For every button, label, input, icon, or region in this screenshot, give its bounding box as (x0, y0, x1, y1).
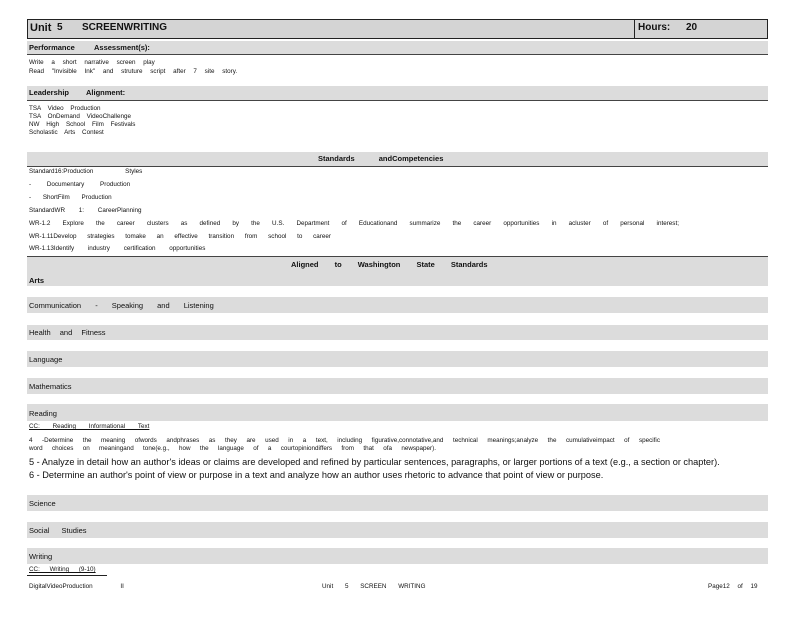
standards-title: Standards andCompetencies (318, 154, 444, 163)
leadership-line-2: TSA OnDemand VideoChallenge (29, 113, 131, 120)
leadership-label: Leadership (29, 88, 70, 97)
assessment-label: Assessment(s): (94, 43, 150, 52)
writing-label: Writing (29, 552, 53, 561)
reading-item-5: 5 - Analyze in detail how an author's ideas or claims are developed and refined by particular sentences, paragraphs, or larger portions of a text (e.g., a section or chapter). (29, 457, 720, 467)
standards-line-4: StandardWR 1: CareerPlanning (29, 207, 142, 214)
alignment-label: Alignment: (86, 88, 126, 97)
leadership-line-1: TSA Video Production (29, 105, 101, 112)
social-label: Social Studies (29, 526, 87, 535)
reading-item-4-line-2: word choices on meaningand tone(e.g., how the language of a courtopiniondiffers from that ofa newspaper). (29, 445, 436, 452)
reading-cc-label: CC: Reading Informational Text (29, 423, 150, 430)
leadership-line-4: Scholastic Arts Contest (29, 129, 104, 136)
standards-line-6: WR-1.11Develop strategies tomake an effective transition from school to career (29, 233, 331, 240)
writing-section-bar (27, 548, 768, 564)
language-section-bar (27, 351, 768, 367)
writing-cc-label: CC: Writing (9-10) (29, 566, 96, 573)
reading-section-bar (27, 404, 768, 421)
standards-line-2: - Documentary Production (29, 181, 131, 188)
writing-cc-rule (27, 575, 107, 576)
unit-number: 5 (57, 22, 63, 33)
health-section-bar (27, 325, 768, 340)
reading-item-6: 6 - Determine an author's point of view or purpose in a text and analyze how an author uses rhetoric to advance that point of view or purpose. (29, 470, 604, 480)
health-label: Health and Fitness (29, 328, 106, 337)
hours-value: 20 (686, 22, 698, 33)
science-section-bar (27, 495, 768, 511)
performance-line-2: Read "Invisible Ink" and struture script after 7 site story. (29, 68, 238, 75)
standards-line-5: WR-1.2 Explore the career clusters as defined by the U.S. Department of Educationand summarize the career opportunities in acluster of personal interest; (29, 220, 679, 227)
footer-left: DigitalVideoProduction II (29, 583, 124, 590)
performance-label: Performance (29, 43, 75, 52)
footer-center: Unit 5 SCREEN WRITING (322, 583, 426, 590)
unit-label: Unit (30, 22, 52, 34)
leadership-section-bar (27, 86, 768, 100)
standards-line-7: WR-1.13Identify industry certification opportunities (29, 245, 206, 252)
footer-right: Page12 of 19 (708, 583, 758, 590)
language-label: Language (29, 355, 63, 364)
hours-label: Hours: (638, 22, 671, 33)
header-divider (634, 19, 635, 39)
standards-divider (27, 166, 768, 167)
reading-item-4-line-1: 4 -Determine the meaning ofwords andphrases as they are used in a text, including figurative,connotative,and technical meanings;analyze the cumulativeimpact of specific (29, 437, 660, 444)
leadership-line-3: NW High School Film Festivals (29, 121, 136, 128)
performance-divider (27, 54, 768, 55)
unit-title: SCREENWRITING (82, 22, 167, 33)
science-label: Science (29, 499, 56, 508)
mathematics-label: Mathematics (29, 382, 72, 391)
reading-label: Reading (29, 409, 57, 418)
aligned-title: Aligned to Washington State Standards (291, 260, 488, 269)
leadership-divider (27, 100, 768, 101)
communication-label: Communication - Speaking and Listening (29, 301, 214, 310)
performance-line-1: Write a short narrative screen play (29, 59, 155, 66)
mathematics-section-bar (27, 378, 768, 394)
standards-line-1: Standard16:Production Styles (29, 168, 143, 175)
social-section-bar (27, 522, 768, 538)
arts-label: Arts (29, 276, 45, 285)
standards-line-3: - ShortFilm Production (29, 194, 112, 201)
